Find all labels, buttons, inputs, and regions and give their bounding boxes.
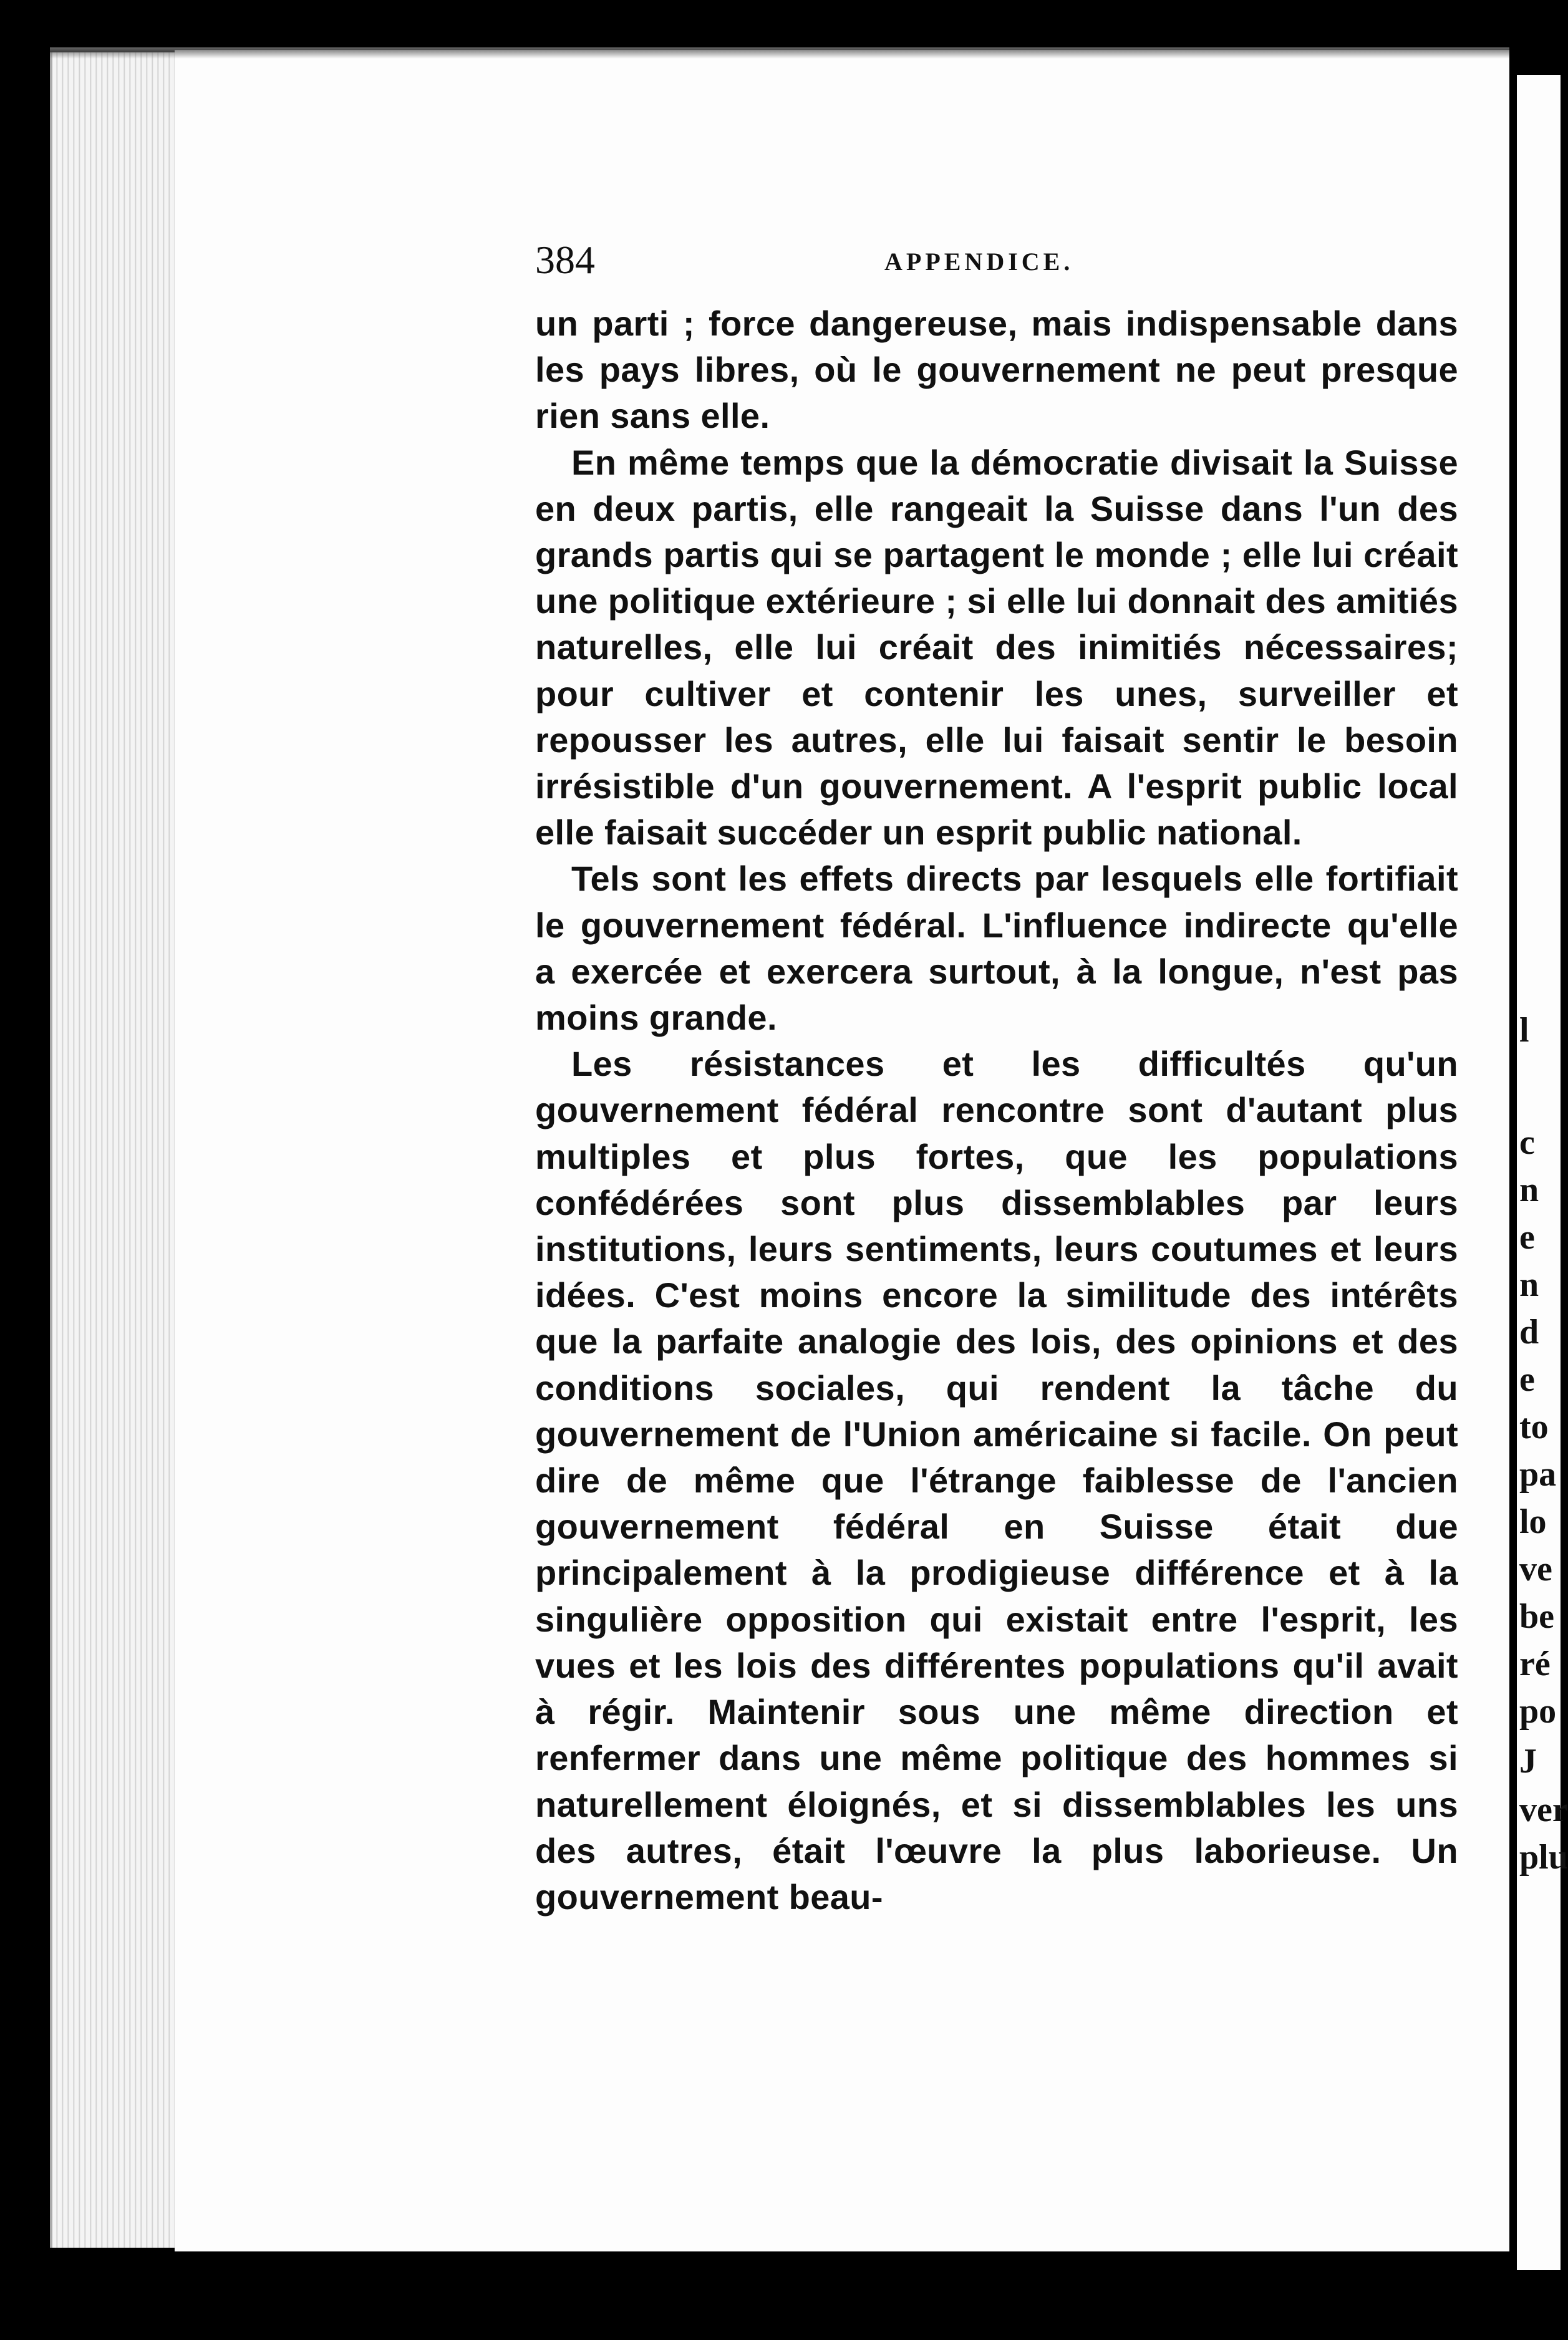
- next-page-fragment: be: [1519, 1597, 1554, 1636]
- next-page-fragment: ver: [1519, 1791, 1568, 1829]
- page-header: [535, 237, 1458, 293]
- next-page-fragment: ré: [1519, 1645, 1551, 1683]
- next-page-fragment: lo: [1519, 1502, 1547, 1541]
- next-page-fragment: e: [1519, 1360, 1535, 1399]
- paragraph: un parti ; force dangereuse, mais indispensable dans les pays libres, où le gouvernement ne peut presque rien sans elle.: [535, 304, 1458, 436]
- running-title: APPENDICE.: [884, 248, 1074, 276]
- paragraph: En même temps que la démocratie divisait la Suisse en deux partis, elle rangeait la Suisse dans l'un des grands partis qui se partagent le monde ; elle lui créait une politique extérieure ; si elle lui donnait des amitiés naturelles, elle lui créait des inimitiés nécessaires; pour cultiver et contenir les unes, surveiller et repousser les autres, elle lui faisait sentir le besoin irrésistible d'un gouvernement. A l'esprit public local elle faisait succéder un esprit public national.: [535, 442, 1458, 853]
- next-page-fragment: J: [1519, 1742, 1537, 1781]
- next-page-fragment: c: [1519, 1123, 1535, 1162]
- next-page-fragment: to: [1519, 1408, 1549, 1446]
- paragraph: Les résistances et les difficultés qu'un gouvernement fédéral rencontre sont d'autant plus multiples et plus fortes, que les populations confédérées sont plus dissemblables par leurs institutions, leurs sentiments, leurs coutumes et leurs idées. C'est moins encore la similitude des intérêts que la parfaite analogie des lois, des opinions et des conditions sociales, qui rendent la tâche du gouvernement de l'Union américaine si facile. On peut dire de même que l'étrange faiblesse de l'ancien gouvernement fédéral en Suisse était due principalement à la prodigieuse différence et à la singulière opposition qui existait entre l'esprit, les vues et les lois des différentes populations qu'il avait à régir. Maintenir sous une même direction et renfermer dans une même politique des hommes si naturellement éloignés, et si dissemblables les uns des autres, était l'œuvre la plus laborieuse. Un gouvernement beau-: [535, 1044, 1458, 1917]
- next-page-fragment: d: [1519, 1313, 1539, 1351]
- page-edges: [50, 52, 196, 2248]
- page-top-shadow: [50, 47, 1509, 59]
- next-page-fragment: plu: [1519, 1838, 1568, 1877]
- next-page-fragment: pa: [1519, 1455, 1557, 1494]
- next-page-fragment: po: [1519, 1692, 1557, 1731]
- paragraph: Tels sont les effets directs par lesquels elle fortifiait le gouvernement fédéral. L'influence indirecte qu'elle a exercée et exercera surtout, à la longue, n'est pas moins grande.: [535, 859, 1458, 1038]
- next-page-fragment: l: [1519, 1011, 1529, 1050]
- next-page-fragment: ve: [1519, 1550, 1552, 1588]
- next-page-edge: [1517, 75, 1568, 2270]
- next-page-fragment: e: [1519, 1218, 1535, 1257]
- next-page-fragment: n: [1519, 1171, 1539, 1209]
- next-page-fragment: n: [1519, 1265, 1539, 1304]
- page-number: 384: [535, 238, 595, 282]
- body-text: [535, 301, 1458, 1920]
